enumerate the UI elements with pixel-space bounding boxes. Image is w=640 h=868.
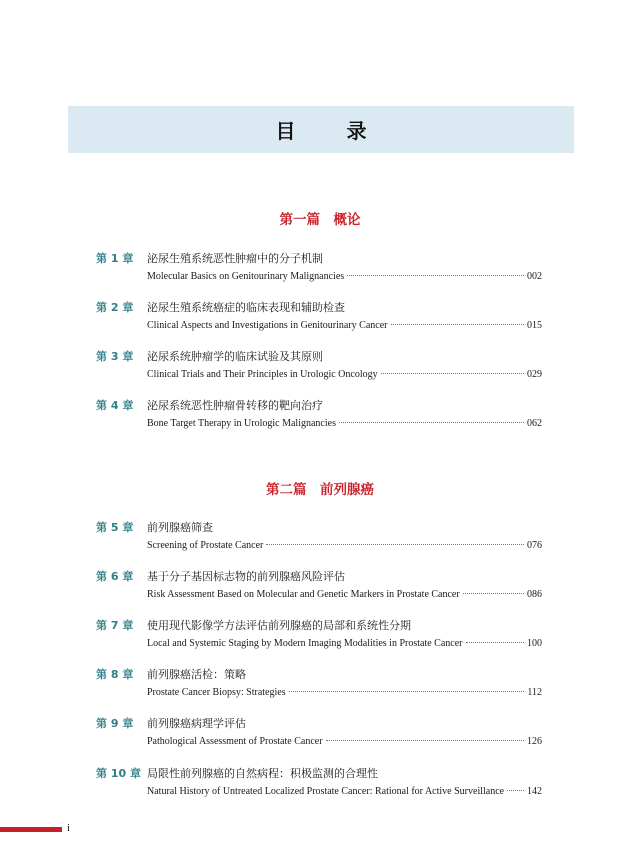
chapter-entry-2[interactable] — [96, 299, 542, 339]
chapter-title-zh: 泌尿系统恶性肿瘤骨转移的靶向治疗 — [147, 399, 323, 412]
chapter-title-zh: 局限性前列腺癌的自然病程：积极监测的合理性 — [147, 767, 378, 780]
chapter-en-row — [147, 589, 542, 600]
chapter-page-number: 086 — [527, 589, 542, 600]
leader-dots — [326, 740, 524, 741]
leader-dots — [507, 790, 524, 791]
chapter-number: 第 9 章 — [96, 717, 134, 730]
chapter-entry-3[interactable] — [96, 348, 542, 388]
chapter-page-number: 062 — [527, 418, 542, 429]
chapter-en-row — [147, 786, 542, 797]
chapter-en-row — [147, 418, 542, 429]
chapter-page-number: 126 — [527, 736, 542, 747]
chapter-number: 第 4 章 — [96, 399, 134, 412]
leader-dots — [381, 373, 524, 374]
leader-dots — [463, 593, 524, 594]
chapter-title-en: Screening of Prostate Cancer — [147, 540, 264, 551]
chapter-entry-5[interactable] — [96, 519, 542, 559]
chapter-number: 第 10 章 — [96, 767, 141, 780]
chapter-en-row — [147, 638, 542, 649]
chapter-entry-1[interactable] — [96, 250, 542, 290]
chapter-number: 第 2 章 — [96, 301, 134, 314]
part-title-2: 第二篇 前列腺癌 — [266, 482, 374, 498]
chapter-title-zh: 泌尿生殖系统癌症的临床表现和辅助检查 — [147, 301, 345, 314]
chapter-title-en: Clinical Trials and Their Principles in Urologic Oncology — [147, 369, 378, 380]
chapter-number: 第 6 章 — [96, 570, 134, 583]
chapter-number: 第 1 章 — [96, 252, 134, 265]
chapter-number: 第 8 章 — [96, 668, 134, 681]
footer-page-number: i — [67, 822, 71, 834]
chapter-en-row — [147, 687, 542, 698]
chapter-title-en: Prostate Cancer Biopsy: Strategies — [147, 687, 286, 698]
leader-dots — [347, 275, 524, 276]
chapter-en-row — [147, 736, 542, 747]
chapter-title-en: Natural History of Untreated Localized Prostate Cancer: Rational for Active Surveillance — [147, 786, 505, 797]
part-title-1: 第一篇 概论 — [279, 212, 361, 228]
chapter-title-en: Clinical Aspects and Investigations in Genitourinary Cancer — [147, 320, 388, 331]
chapter-title-en: Bone Target Therapy in Urologic Malignancies — [147, 418, 336, 429]
chapter-page-number: 112 — [527, 687, 542, 698]
chapter-title-zh: 使用现代影像学方法评估前列腺癌的局部和系统性分期 — [147, 619, 411, 632]
chapter-page-number: 002 — [527, 271, 542, 282]
toc-title: 目 录 — [275, 119, 389, 143]
chapter-entry-4[interactable] — [96, 397, 542, 437]
chapter-page-number: 076 — [527, 540, 542, 551]
chapter-en-row — [147, 540, 542, 551]
chapter-entry-7[interactable] — [96, 617, 542, 657]
leader-dots — [339, 422, 524, 423]
chapter-page-number: 100 — [527, 638, 542, 649]
chapter-page-number: 029 — [527, 369, 542, 380]
chapter-title-zh: 前列腺癌活检：策略 — [147, 668, 246, 681]
chapter-number: 第 7 章 — [96, 619, 134, 632]
leader-dots — [466, 642, 525, 643]
chapter-en-row — [147, 369, 542, 380]
chapter-title-zh: 前列腺癌筛查 — [147, 521, 213, 534]
leader-dots — [289, 691, 525, 692]
toc-title-band — [68, 106, 574, 153]
chapter-title-en: Risk Assessment Based on Molecular and Genetic Markers in Prostate Cancer — [147, 589, 460, 600]
chapter-title-zh: 泌尿生殖系统恶性肿瘤中的分子机制 — [147, 252, 323, 265]
chapter-title-en: Local and Systemic Staging by Modern Imaging Modalities in Prostate Cancer — [147, 638, 463, 649]
chapter-entry-10[interactable] — [96, 765, 542, 805]
chapter-number: 第 5 章 — [96, 521, 134, 534]
footer-accent-bar — [0, 827, 62, 832]
chapter-en-row — [147, 271, 542, 282]
chapter-number: 第 3 章 — [96, 350, 134, 363]
chapter-entry-6[interactable] — [96, 568, 542, 608]
chapter-entry-8[interactable] — [96, 666, 542, 706]
chapter-title-zh: 泌尿系统肿瘤学的临床试验及其原则 — [147, 350, 323, 363]
leader-dots — [266, 544, 524, 545]
leader-dots — [391, 324, 525, 325]
chapter-entry-9[interactable] — [96, 715, 542, 755]
chapter-page-number: 142 — [527, 786, 542, 797]
chapter-title-zh: 基于分子基因标志物的前列腺癌风险评估 — [147, 570, 345, 583]
chapter-page-number: 015 — [527, 320, 542, 331]
chapter-en-row — [147, 320, 542, 331]
chapter-title-zh: 前列腺癌病理学评估 — [147, 717, 246, 730]
chapter-title-en: Pathological Assessment of Prostate Cancer — [147, 736, 323, 747]
chapter-title-en: Molecular Basics on Genitourinary Malignancies — [147, 271, 345, 282]
